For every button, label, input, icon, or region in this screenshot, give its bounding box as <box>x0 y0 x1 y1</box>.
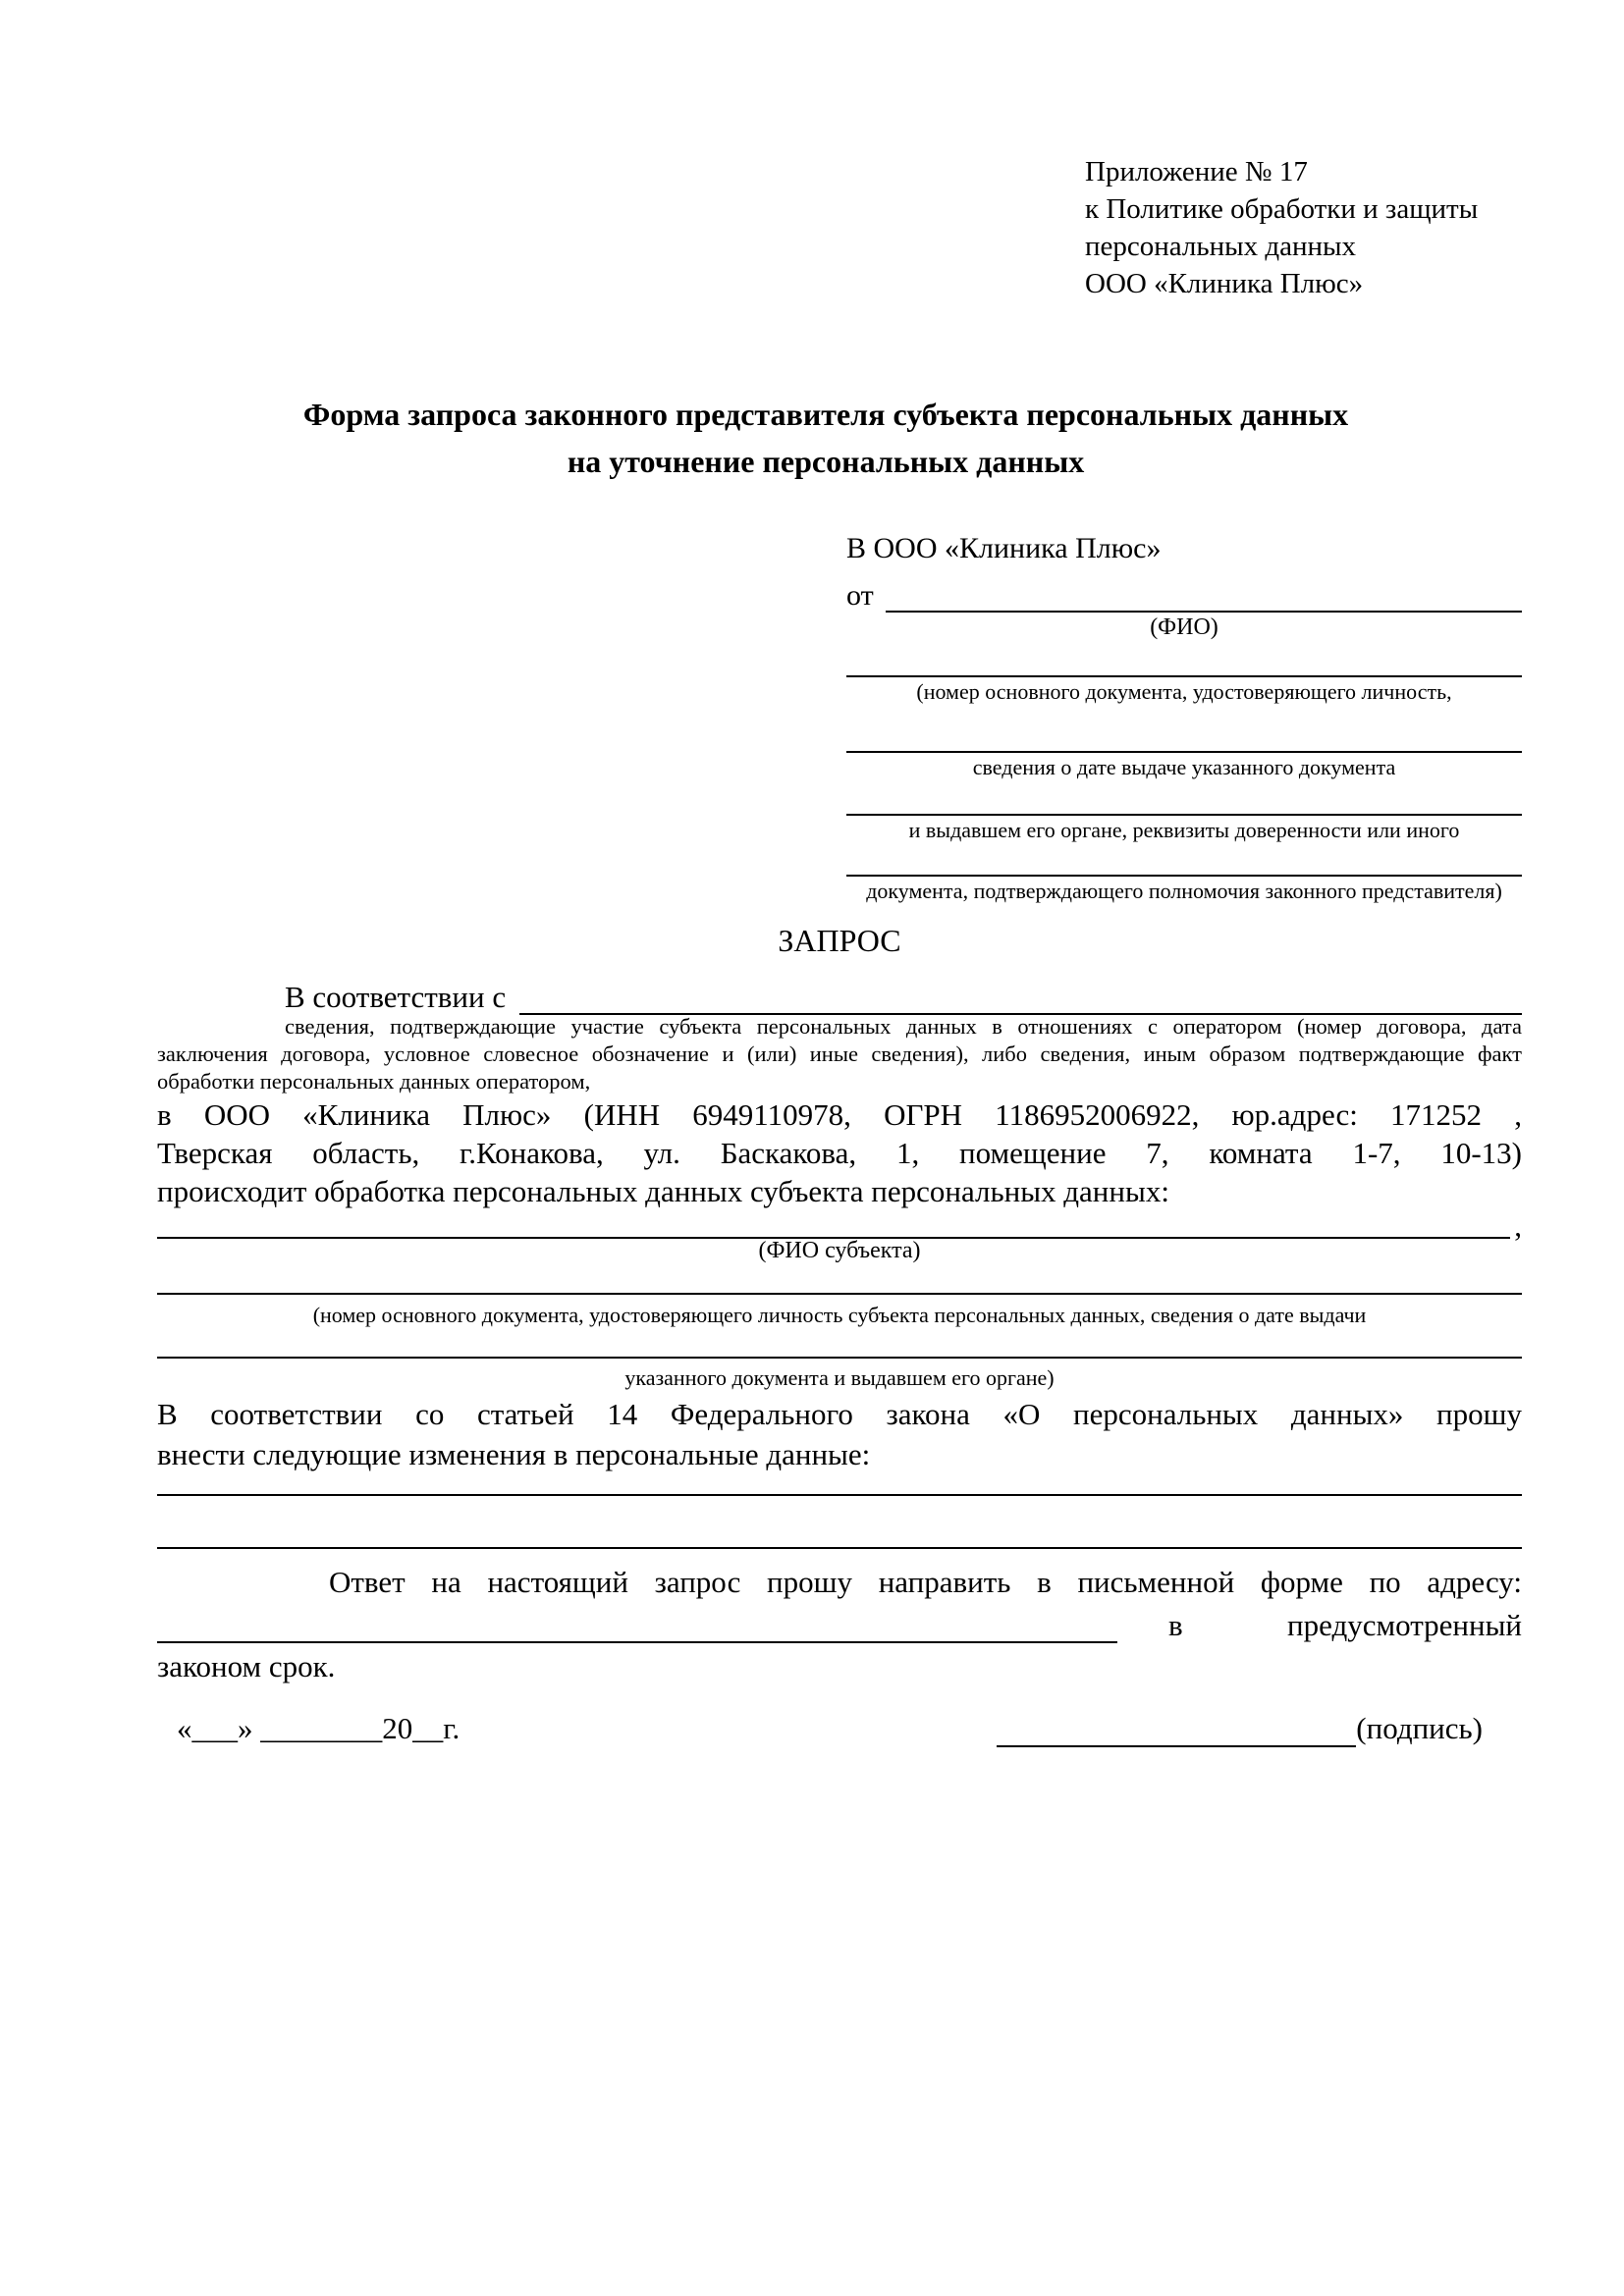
footnote-line-2: заключения договора, условное словесное обозначение и (или) иные сведения), либо сведения, иным образом подтверждающие факт <box>157 1041 1522 1066</box>
address-blank-line <box>157 1610 1117 1643</box>
appendix-subject-line: персональных данных <box>1085 231 1357 262</box>
law-line-1: В соответствии со статьей 14 Федерального закона «О персональных данных» прошу <box>157 1397 1522 1431</box>
subject-doc-caption-2: указанного документа и выдавшем его органе) <box>624 1365 1055 1390</box>
from-row <box>846 573 1522 613</box>
issue-date-blank-line <box>846 707 1522 753</box>
signature-group <box>997 1710 1483 1747</box>
response-line-3: законом срок. <box>157 1649 336 1683</box>
date-blank: «___» ________20__г. <box>177 1711 460 1745</box>
word-stipulated: предусмотренный <box>1287 1608 1522 1642</box>
footnote-line-1: сведения, подтверждающие участие субъекта персональных данных в отношениях с оператором (номер договора, дата <box>285 1014 1522 1039</box>
signature-caption: (подпись) <box>1356 1711 1483 1745</box>
issue-date-caption: сведения о дате выдаче указанного документа <box>972 755 1396 779</box>
power-of-attorney-blank-line <box>846 845 1522 877</box>
appendix-policy-line: к Политике обработки и защиты <box>1085 193 1479 225</box>
basis-blank-line <box>519 982 1522 1015</box>
response-line-1: Ответ на настоящий запрос прошу направить в письменной форме по адресу: <box>329 1565 1522 1599</box>
intro-row <box>157 974 1522 1015</box>
power-of-attorney-caption: документа, подтверждающего полномочия законного представителя) <box>866 879 1502 903</box>
changes-blank-line-1 <box>157 1472 1522 1496</box>
law-paragraph <box>157 1394 1522 1474</box>
appendix-number-line: Приложение № 17 <box>1085 156 1308 187</box>
response-paragraph <box>157 1563 1522 1686</box>
subject-doc-caption-1: (номер основного документа, удостоверяющего личность субъекта персональных данных, сведения о дате выдачи <box>312 1303 1367 1327</box>
issuing-authority-blank-line <box>846 782 1522 816</box>
footnote-paragraph <box>157 1013 1522 1095</box>
operator-paragraph <box>157 1095 1522 1210</box>
operator-line-1: в ООО «Клиника Плюс» (ИНН 6949110978, ОГРН 1186952006922, юр.адрес: 171252 , <box>157 1097 1522 1132</box>
subject-fio-caption: (ФИО субъекта) <box>758 1238 921 1263</box>
operator-line-2: Тверская область, г.Конакова, ул. Баскакова, 1, помещение 7, комната 1-7, 10-13) <box>157 1136 1522 1170</box>
issuing-authority-caption: и выдавшем его органе, реквизиты доверенности или иного <box>908 818 1460 842</box>
subject-doc-blank-line-1 <box>157 1273 1522 1295</box>
signature-blank-line <box>997 1718 1356 1747</box>
address-row <box>157 1602 1522 1643</box>
comma-suffix: , <box>1514 1208 1522 1243</box>
appendix-header <box>1085 153 1478 302</box>
subject-fio-row <box>157 1208 1522 1243</box>
addressee-block <box>846 530 1522 906</box>
representative-fio-blank-line <box>886 579 1522 613</box>
title-line-2: на уточнение персональных данных <box>567 444 1085 479</box>
operator-line-3: происходит обработка персональных данных субъекта персональных данных: <box>157 1174 1169 1208</box>
title-line-1: Форма запроса законного представителя субъекта персональных данных <box>302 397 1349 432</box>
footnote-line-3: обработки персональных данных оператором, <box>157 1069 591 1094</box>
word-in: в <box>1168 1608 1183 1642</box>
intro-label: В соответствии с <box>285 980 507 1014</box>
document-title <box>130 391 1522 485</box>
request-heading: ЗАПРОС <box>778 923 901 958</box>
fio-caption: (ФИО) <box>1150 614 1218 640</box>
from-label: от <box>846 579 874 612</box>
doc-number-caption: (номер основного документа, удостоверяющего личность, <box>916 679 1452 704</box>
appendix-company-line: ООО «Клиника Плюс» <box>1085 268 1364 299</box>
signature-row <box>157 1710 1522 1747</box>
subject-doc-blank-line-2 <box>157 1337 1522 1359</box>
law-line-2: внести следующие изменения в персональные данные: <box>157 1437 871 1471</box>
addressee-organization: В ООО «Клиника Плюс» <box>846 532 1162 564</box>
changes-blank-line-2 <box>157 1525 1522 1549</box>
doc-number-blank-line <box>846 642 1522 677</box>
